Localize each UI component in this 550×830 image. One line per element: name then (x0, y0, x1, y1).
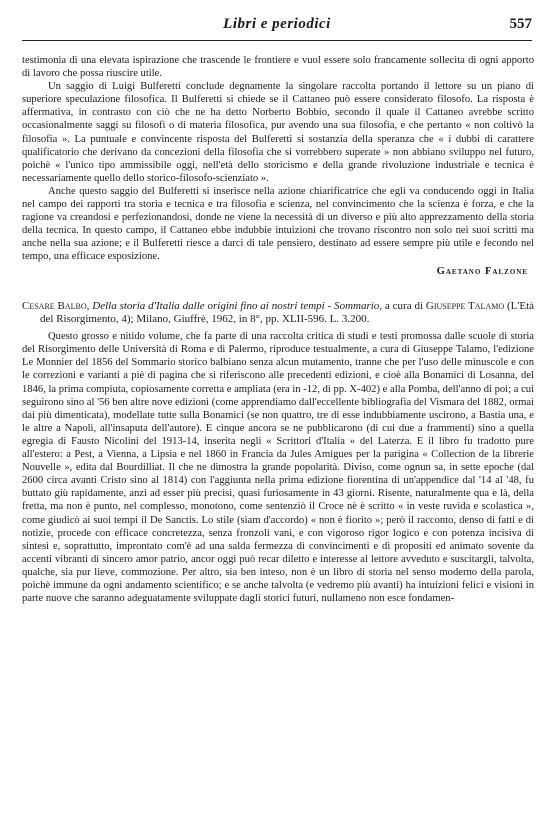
review-balbo (22, 300, 534, 606)
paragraph: Anche questo saggio del Bulferetti si inserisce nella azione chiarificatrice che egli va conducendo oggi in Italia nel campo dei rapporti tra storia e tecnica e tra filosofia e scienza, nel convincimento che la scienza è forza, e che la ragione va creandosi e perfezionandosi, donde ne viene la necessità di un diverso e più alto apprezzamento della storia della tecnica. In questo campo, il Cattaneo ebbe indubbie intuizioni che trovano riscontro non solo nei suoi scritti ma anche nella sua azione; e il Bulferetti riesce a darci di tale pensiero, destinato ad essere sempre più utile e fecondo nel tempo, una efficace esposizione. (22, 185, 534, 263)
publication-info: (L'Età del Risorgimento, 4); Milano, Giuffrè, 1962, in 8°, pp. XLII-596. L. 3.200. (40, 299, 535, 325)
page-number: 557 (509, 16, 532, 32)
paragraph: Questo grosso e nitido volume, che fa parte di una raccolta critica di studi e testi promossa dalle scuole di storia del Risorgimento delle Università di Roma e di Palermo, riproduce testualmente, a cura di Giuseppe Talamo, l'edizione Le Monnier del 1856 del Sommario storico balbiano senza alcun mutamento, tranne che per l'uso delle minuscole e con le correzioni e varianti a piè di pagina che si riferiscono alle precedenti edizioni, e cioè alla Bonamici di Losanna, del 1846, la prima compiuta, copiosamente corretta e ampliata (era in -12, di pp. X-402) e alla Pomba, dell'anno di poi; a cui seguirono sino al '56 ben altre nove edizioni (come apprendiamo dall'eccellente bibliografia del Vismara del 1882, ormai dai più dimenticata), modellate tutte sulla Bonamici (se non quattro, tre di esse indubbiamente uscirono, a Bastia una, e le altre a Napoli, all'insaputa dell'autore). E cinque ancora se ne pubblicarono (di cui due a frammenti) sino a quella egregia di Fausto Nicolini del 1913-14, inserita negli « Scrittori d'Italia » del Laterza. E il libro fu tradotto pure all'estero: a Pest, a Vienna, a Lipsia e nel 1860 in Francia da Jules Amigues per la parigina « Collection de la librerie Nouvelle », edita dal Bourdilliat. Il che ne dimostra la grande popolarità. Diviso, come ognun sa, in sette epoche (dal 2600 circa avanti Cristo sino al 1814) con l'aggiunta nella prima edizione fiorentina di un'appendice dal '14 al '48, fu buttato giù rapidamente, anzi ad esser più precisi, quasi furiosamente in 43 giorni. Risente, naturalmente qua e là, della fretta, ma non è punto, nel complesso, monotono, come sentenziò il Croce nè è scritto « in veste ruvida e scolastica », come giudicò ai suoi tempi il De Sanctis. Lo stile (siam d'accordo) « non è fiorito »; però il racconto, denso di fatti e di notizie, procede con efficace concretezza, senza fronzoli vani, e con vigoroso rigor logico e con potenza incisiva di sintesi e, soprattutto, improntato com'è ad una salda fermezza di convincimenti e di propositi ed animato sovente da accenti vibranti di sincero amor patrio, ancor oggi può recar diletto e interesse al lettore avveduto e suscitargli, talvolta, qualche, sia pur lieve, commozione. Per altro, sia ben inteso, non è un libro di storia nel senso moderno della parola, poichè immune da ogni andamento scientifico; e se anche talvolta (e vedremo più avanti) ha intuizioni felici e visioni in parte nuove che saranno adeguatamente sviluppate dagli storici futuri, nullameno non esce fondamen- (22, 331, 535, 605)
book-author: Cesare Balbo (22, 299, 87, 312)
book-title: Della storia d'Italia dalle origini fino ai nostri tempi - Sommario (92, 299, 380, 312)
page-content (22, 54, 534, 605)
review-falzone (22, 54, 534, 278)
paragraph: Un saggio di Luigi Bulferetti conclude degnamente la singolare raccolta portando il lettore su un piano di superiore speculazione filosofica. Il Bulferetti si chiede se il Cattaneo può essere considerato filosofo. La risposta è affermativa, in contrasto con ciò che ne ha detto Norberto Bobbio, secondo il quale il Cattaneo avrebbe scritto occasionalmente saggi su filosofi o di materia filosofica, pur avendo una sua filosofia, e che pertanto « non coltivò la filosofia ». La puntuale e convincente risposta del Bulferetti si sostanzia della speranza che « i dubbi di carattere qualificatorio che derivano da concezioni della filosofia che si vorrebbero superate » non abbiano sviluppo nel futuro, poichè « l'unico tipo ammissibile oggi, nell'età dello storicismo e della grande rivoluzione industriale e tecnica è necessariamente quello dello storico-filosofo-scienziato ». (22, 81, 534, 184)
page-header (22, 14, 532, 41)
review-heading: Cesare Balbo, Della storia d'Italia dalle origini fino ai nostri tempi - Sommario, a cura di Giuseppe Talamo (L'Età del Risorgimento, 4); Milano, Giuffrè, 1962, in 8°, pp. XLII-596. L. 3.200. (22, 299, 535, 325)
paragraph: testimonia di una elevata ispirazione che trascende le frontiere e vuol essere solo francamente sollecita di ogni apporto di lavoro che possa riuscire utile. (22, 55, 534, 80)
curator-prefix: , a cura di (379, 299, 426, 312)
review-signature: Gaetano Falzone (436, 265, 528, 277)
running-title: Libri e periodici (223, 16, 331, 32)
book-curator: Giuseppe Talamo (425, 299, 505, 312)
